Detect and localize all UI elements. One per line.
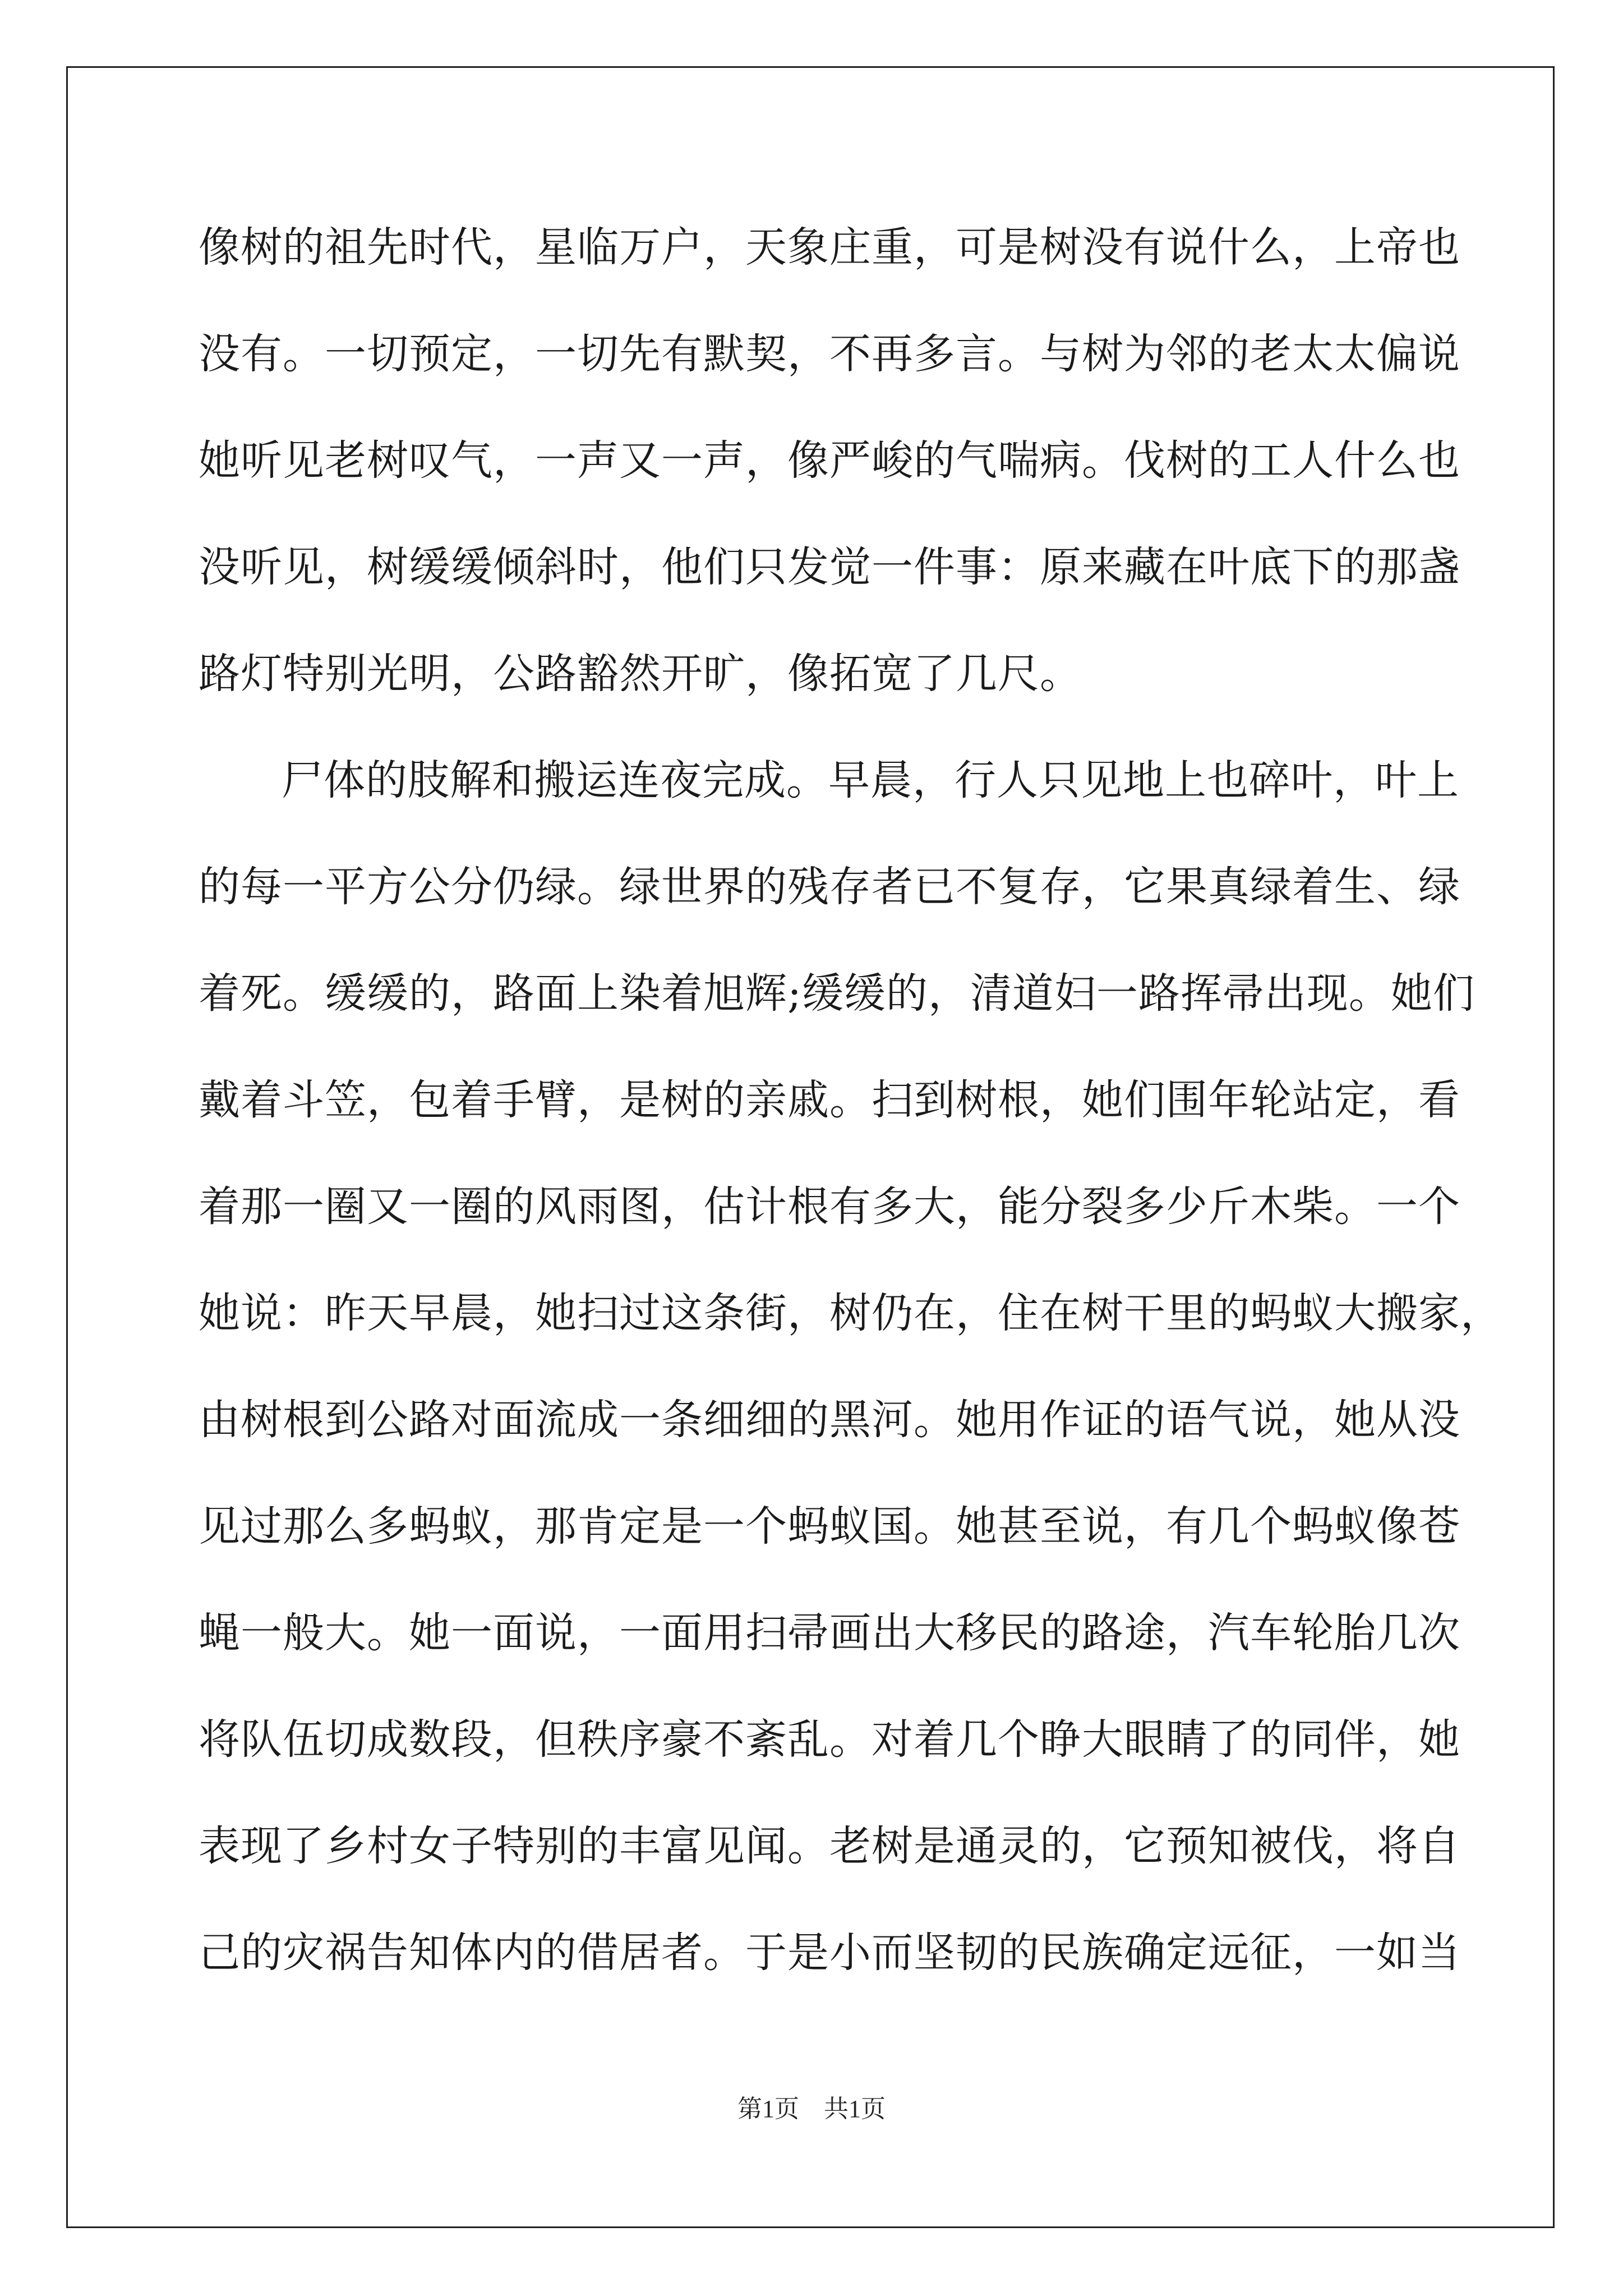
page-number: 第1页 <box>737 2095 799 2123</box>
page-total: 共1页 <box>824 2095 886 2123</box>
text-line: 将队伍切成数段，但秩序豪不紊乱。对着几个睁大眼睛了的同伴，她 <box>199 1715 1460 1764</box>
footer-spacer <box>799 2095 824 2123</box>
page-footer <box>0 2092 1623 2126</box>
text-line: 见过那么多蚂蚁，那肯定是一个蚂蚁国。她甚至说，有几个蚂蚁像苍 <box>199 1502 1460 1550</box>
text-line: 她说：昨天早晨，她扫过这条街，树仍在，住在树干里的蚂蚁大搬家， <box>199 1289 1502 1337</box>
text-line: 戴着斗笠，包着手臂，是树的亲戚。扫到树根，她们围年轮站定，看 <box>199 1076 1460 1124</box>
page-border <box>66 66 1555 2228</box>
text-line: 己的灾祸告知体内的借居者。于是小而坚韧的民族确定远征，一如当 <box>199 1929 1460 1977</box>
text-line: 表现了乡村女子特别的丰富见闻。老树是通灵的，它预知被伐，将自 <box>199 1822 1460 1870</box>
text-line: 没有。一切预定，一切先有默契，不再多言。与树为邻的老太太偏说 <box>199 330 1460 378</box>
text-line: 蝇一般大。她一面说，一面用扫帚画出大移民的路途，汽车轮胎几次 <box>199 1609 1460 1657</box>
text-line: 着死。缓缓的，路面上染着旭辉;缓缓的，清道妇一路挥帚出现。她们 <box>199 969 1475 1018</box>
text-line: 路灯特别光明，公路豁然开旷，像拓宽了几尺。 <box>199 650 1082 698</box>
paragraph-first-line: 尸体的肢解和搬运连夜完成。早晨，行人只见地上也碎叶，叶上 <box>282 756 1459 804</box>
text-line: 由树根到公路对面流成一条细细的黑河。她用作证的语气说，她从没 <box>199 1396 1460 1444</box>
text-line: 着那一圈又一圈的风雨图，估计根有多大，能分裂多少斤木柴。一个 <box>199 1182 1460 1231</box>
text-line: 的每一平方公分仍绿。绿世界的残存者已不复存，它果真绿着生、绿 <box>199 863 1460 911</box>
text-line: 像树的祖先时代，星临万户，天象庄重，可是树没有说什么，上帝也 <box>199 223 1460 272</box>
text-line: 没听见，树缓缓倾斜时，他们只发觉一件事：原来藏在叶底下的那盏 <box>199 543 1460 591</box>
text-line: 她听见老树叹气，一声又一声，像严峻的气喘病。伐树的工人什么也 <box>199 436 1460 485</box>
